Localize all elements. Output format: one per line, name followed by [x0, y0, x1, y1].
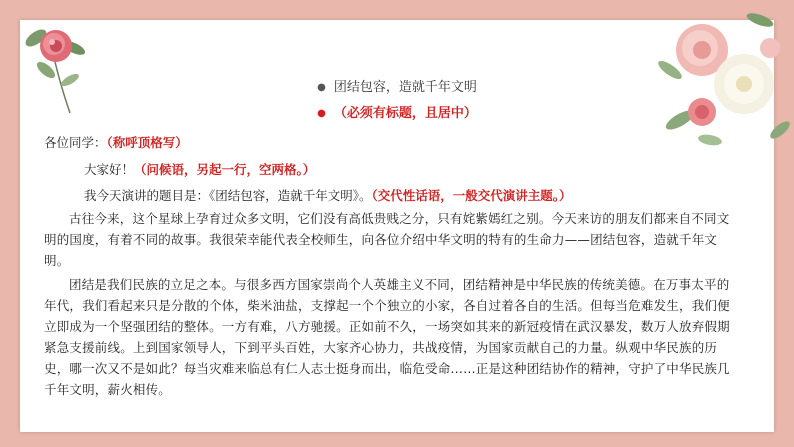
title-note: [0, 106, 794, 122]
greeting-note: （称呼顶格写）: [106, 135, 188, 150]
paragraph-2: 团结是我们民族的立足之本。与很多西方国家崇尚个人英雄主义不同，团结精神是中华民族的传统美德。在万事太平的年代，我们看起来只是分散的个体，柴米油盐，支撑起一个个独立的小家，各自过着各自的生活。但每当危难发生，我们便立即成为一个坚强团结的整体。一方有难，八方驰援。正如前不久，一场突如其来的新冠疫情在武汉暴发，数万人放弃假期紧急支援前线。上到国家领导人，下到平头百姓，大家齐心协力，共战疫情，为国家贡献自己的力量。纵观中华民族的历史，哪一次又不是如此？每当灾难来临总有仁人志士挺身而出，临危受命……正是这种团结协作的精神，守护了中华民族几千年文明，薪火相传。: [44, 277, 730, 397]
title-text: 团结包容，造就千年文明: [333, 80, 477, 95]
rose-bouquet-icon: [22, 8, 92, 118]
bullet-icon: ●: [317, 108, 326, 119]
bullet-icon: ●: [317, 82, 326, 93]
greeting-text: 各位同学：: [44, 135, 107, 150]
greeting-line: [44, 135, 188, 151]
topic-note: （交代性话语，一般交代演讲主题。）: [371, 188, 572, 203]
hello-line: [84, 162, 315, 178]
speech-title: [0, 80, 794, 96]
paragraph-1: 古往今来，这个星球上孕育过众多文明，它们没有高低贵贱之分，只有姹紫嫣红之别。今天来访的朋友们都来自不同文明的国度，有着不同的故事。我很荣幸能代表全校师生，向各位介绍中华文明的特有的生命力——团结包容，造就千年文明。: [44, 211, 730, 268]
title-note-text: （必须有标题，且居中）: [333, 106, 477, 121]
topic-text: 我今天演讲的题目是：《团结包容，造就千年文明》。: [84, 188, 372, 203]
topic-line: [84, 188, 572, 204]
hello-text: 大家好！: [84, 162, 135, 177]
hello-note: （问候语，另起一行，空两格。）: [134, 162, 316, 177]
